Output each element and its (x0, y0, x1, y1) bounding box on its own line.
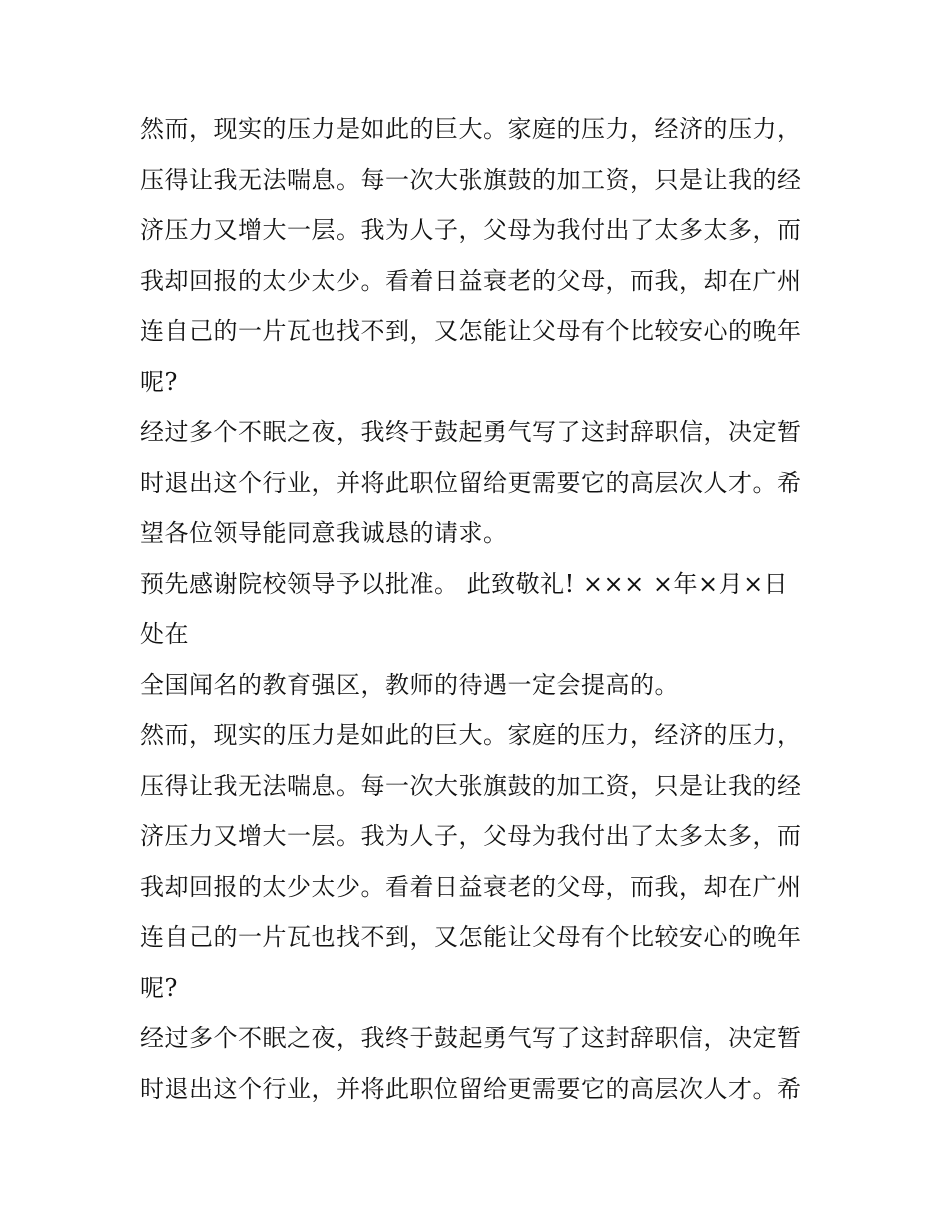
paragraph-resignation-decision: 经过多个不眠之夜，我终于鼓起勇气写了这封辞职信，决定暂 时退出这个行业，并将此职位留给更需要它的高层次人才。希 望各位领导能同意我诚恳的请求。 (140, 418, 802, 547)
paragraph-closing: 预先感谢院校领导予以批准。 此致敬礼! ××× ×年×月×日 处在 全国闻名的教育强区，教师的待遇一定会提高的。 (140, 569, 789, 699)
paragraph-pressure: 然而，现实的压力是如此的巨大。家庭的压力，经济的压力， 压得让我无法喘息。每一次大张旗鼓的加工资，只是让我的经 济压力又增大一层。我为人子，父母为我付出了太多太多，而 我却回报的太少太少。看着日益衰老的父母，而我，却在广州 连自己的一片瓦也找不到，又怎能让父母有个比较安心的晚年 呢? (140, 115, 802, 396)
document-page (140, 104, 820, 1114)
paragraph-resignation-decision-repeat: 经过多个不眠之夜，我终于鼓起勇气写了这封辞职信，决定暂 时退出这个行业，并将此职位留给更需要它的高层次人才。希 (140, 1024, 802, 1103)
paragraph-pressure-repeat: 然而，现实的压力是如此的巨大。家庭的压力，经济的压力， 压得让我无法喘息。每一次大张旗鼓的加工资，只是让我的经 济压力又增大一层。我为人子，父母为我付出了太多太多，而 我却回报的太少太少。看着日益衰老的父母，而我，却在广州 连自己的一片瓦也找不到，又怎能让父母有个比较安心的晚年 呢? (140, 721, 802, 1002)
